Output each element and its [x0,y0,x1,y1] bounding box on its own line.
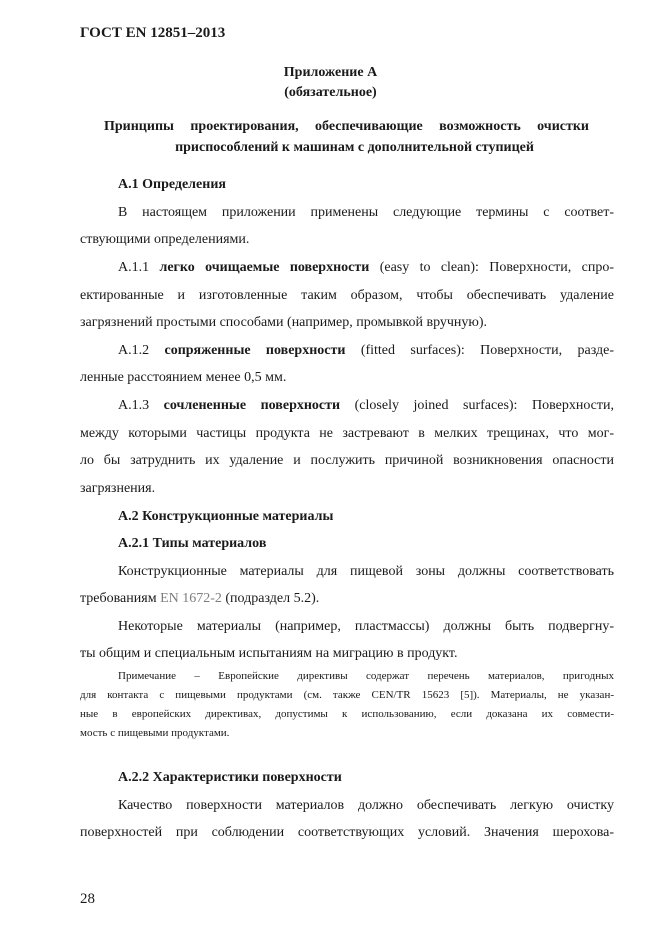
a21-para1-text-b: (подраздел 5.2). [225,591,320,606]
a21-para1-text-a: требованиям [80,591,157,606]
a21-para2-line2: ты общим и специальным испытаниям на миграцию в продукт. [80,646,458,661]
standard-reference-link[interactable]: EN 1672-2 [160,591,222,606]
term-a13-line3: ло бы затруднить их удаление и послужить причиной возникновения опасности [80,453,614,468]
a1-intro-line1: В настоящем приложении применены следующие термины с соответ- [118,205,614,220]
document-code: ГОСТ EN 12851–2013 [80,25,226,41]
term-a11-name: легко очищаемые поверхности [159,260,370,275]
note-line4: мость с пищевыми продуктами. [80,727,230,739]
term-a12-rest: (fitted surfaces): Поверхности, разде- [360,343,615,358]
term-a11-line2: ектированные и изготовленные таким образом, чтобы обеспечивать удаление [80,288,614,303]
term-a12-name: сопряженные поверхности [164,343,346,358]
term-a11-number: А.1.1 [118,260,150,275]
main-title-line2: приспособлений к машинам с дополнительной ступицей [175,140,534,155]
appendix-title: Приложение А [283,65,378,80]
term-a13-name: сочлененные поверхности [163,398,341,413]
a22-para-line2: поверхностей при соблюдении соответствующих условий. Значения шерохова- [80,825,614,840]
section-a21-heading: А.2.1 Типы материалов [118,536,267,551]
term-a12-line2: ленные расстоянием менее 0,5 мм. [80,370,287,385]
page-number: 28 [80,891,95,907]
note-line3: ные в европейских директивах, допустимы к использованию, если доказана их совмести- [80,708,614,720]
a1-intro-line2: ствующими определениями. [80,232,250,247]
term-a13-rest: (closely joined surfaces): Поверхности, [354,398,615,413]
section-a22-heading: А.2.2 Характеристики поверхности [118,770,342,785]
term-a11-rest: (easy to clean): Поверхности, спро- [379,260,615,275]
term-a13-number: А.1.3 [118,398,150,413]
term-a12-number: А.1.2 [118,343,150,358]
note-line1: Примечание – Европейские директивы содержат перечень материалов, пригодных [118,670,614,682]
term-a13-line2: между которыми частицы продукта не застревают в мелких трещинах, что мог- [80,426,614,441]
a21-para1-line2 [80,590,614,608]
term-a11-line3: загрязнений простыми способами (например, промывкой вручную). [80,315,488,330]
appendix-type: (обязательное) [284,85,377,100]
main-title-line1: Принципы проектирования, обеспечивающие возможность очистки [104,119,589,134]
term-a13-line1 [118,397,614,415]
term-a13-line4: загрязнения. [80,481,156,496]
a21-para1-line1: Конструкционные материалы для пищевой зоны должны соответствовать [118,564,614,579]
term-a12-line1 [118,342,614,360]
term-a11-line1 [118,259,614,277]
a22-para-line1: Качество поверхности материалов должно обеспечивать легкую очистку [118,798,614,813]
a21-para2-line1: Некоторые материалы (например, пластмассы) должны быть подвергну- [118,619,614,634]
section-a2-heading: А.2 Конструкционные материалы [118,509,334,524]
section-a1-heading: А.1 Определения [118,177,226,192]
note-line2: для контакта с пищевыми продуктами (см. также CEN/TR 15623 [5]). Материалы, не указан- [80,689,614,701]
